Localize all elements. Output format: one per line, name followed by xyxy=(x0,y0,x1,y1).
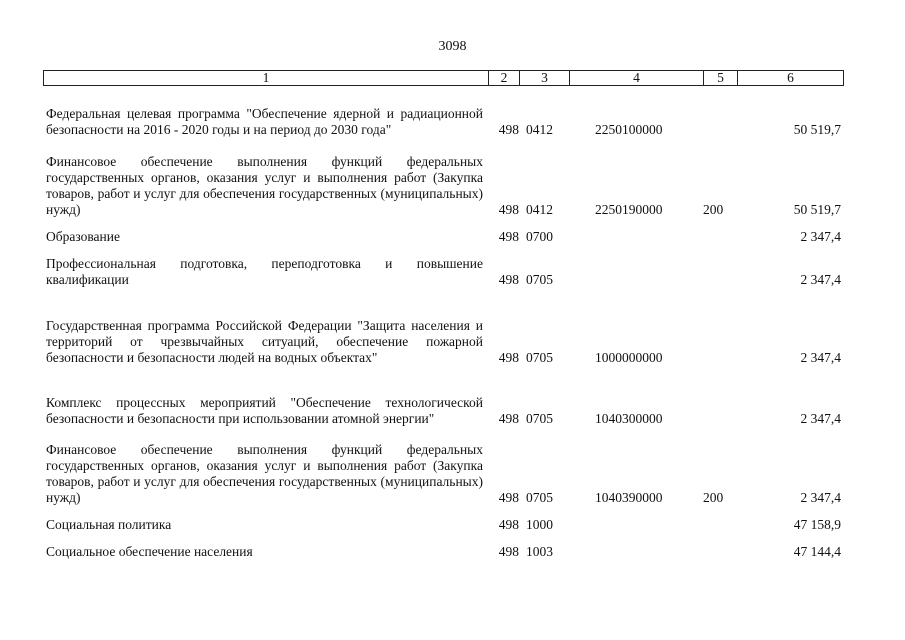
row-description: Социальное обеспечение населения xyxy=(46,544,253,559)
row-col-3: 0700 xyxy=(526,229,553,244)
row-col-3: 0412 xyxy=(526,122,553,137)
row-col-6: 50 519,7 xyxy=(793,122,841,137)
row-col-4 xyxy=(569,229,703,245)
header-col-5: 5 xyxy=(704,71,738,85)
row-col-6: 50 519,7 xyxy=(793,202,841,217)
row-col-4 xyxy=(569,544,703,560)
row-description: Комплекс процессных мероприятий "Обеспечение технологической безопасности и безопасности при использовании атомной энергии" xyxy=(46,395,483,426)
page-number: 3098 xyxy=(438,39,467,54)
table-row xyxy=(43,245,844,288)
row-col-4 xyxy=(569,272,703,288)
row-col-2: 498 xyxy=(498,350,519,365)
row-col-2: 498 xyxy=(498,517,519,532)
row-col-3: 0705 xyxy=(526,350,553,365)
row-col-3: 0705 xyxy=(526,272,553,287)
row-col-3: 1000 xyxy=(526,517,553,532)
header-col-3: 3 xyxy=(520,71,570,85)
row-col-2: 498 xyxy=(498,490,519,505)
table-row xyxy=(43,138,844,218)
header-col-4: 4 xyxy=(570,71,704,85)
header-col-1: 1 xyxy=(44,71,489,85)
row-col-2: 498 xyxy=(498,411,519,426)
row-col-4: 2250100000 xyxy=(595,122,663,137)
row-col-6: 2 347,4 xyxy=(800,229,841,244)
table-header xyxy=(43,70,844,86)
row-col-4: 1000000000 xyxy=(595,350,663,365)
header-col-6: 6 xyxy=(787,70,794,85)
row-description: Финансовое обеспечение выполнения функций федеральных государственных органов, оказания услуг и выполнения работ (Закупка товаров, работ и услуг для обеспечения государственных (муниципальных) нужд) xyxy=(46,154,483,217)
row-col-6: 2 347,4 xyxy=(800,350,841,365)
table-row xyxy=(43,427,844,506)
table-row xyxy=(43,90,844,138)
row-col-2: 498 xyxy=(498,272,519,287)
row-description: Образование xyxy=(46,229,120,244)
row-description: Профессиональная подготовка, переподготовка и повышение квалификации xyxy=(46,256,483,287)
row-col-6: 2 347,4 xyxy=(800,272,841,287)
row-col-6: 47 144,4 xyxy=(793,544,841,559)
row-col-2: 498 xyxy=(498,202,519,217)
row-col-3: 0705 xyxy=(526,490,553,505)
row-description: Социальная политика xyxy=(46,517,172,532)
row-col-6: 47 158,9 xyxy=(793,517,841,532)
row-col-4 xyxy=(569,517,703,533)
row-col-6: 2 347,4 xyxy=(800,411,841,426)
table-row xyxy=(43,366,844,427)
table-body xyxy=(43,90,844,560)
table-row xyxy=(43,288,844,366)
row-col-3: 1003 xyxy=(526,544,553,559)
row-col-5: 200 xyxy=(703,490,724,505)
table-row xyxy=(43,533,844,560)
row-col-3: 0412 xyxy=(526,202,553,217)
row-col-4: 1040300000 xyxy=(595,411,663,426)
row-col-2: 498 xyxy=(498,229,519,244)
row-col-4: 1040390000 xyxy=(595,490,663,505)
row-description: Государственная программа Российской Федерации "Защита населения и территорий от чрезвычайных ситуаций, обеспечение пожарной безопасности и безопасности людей на водных объектах" xyxy=(46,318,483,365)
row-col-5: 200 xyxy=(703,202,724,217)
row-col-3: 0705 xyxy=(526,411,553,426)
row-col-2: 498 xyxy=(498,122,519,137)
row-description: Федеральная целевая программа "Обеспечение ядерной и радиационной безопасности на 2016 - 2020 годы и на период до 2030 года" xyxy=(46,106,483,137)
row-col-6: 2 347,4 xyxy=(800,490,841,505)
row-col-4: 2250190000 xyxy=(595,202,663,217)
row-description: Финансовое обеспечение выполнения функций федеральных государственных органов, оказания услуг и выполнения работ (Закупка товаров, работ и услуг для обеспечения государственных (муниципальных) нужд) xyxy=(46,442,483,505)
header-col-2: 2 xyxy=(489,71,520,85)
row-col-2: 498 xyxy=(498,544,519,559)
table-row xyxy=(43,218,844,245)
table-row xyxy=(43,506,844,533)
